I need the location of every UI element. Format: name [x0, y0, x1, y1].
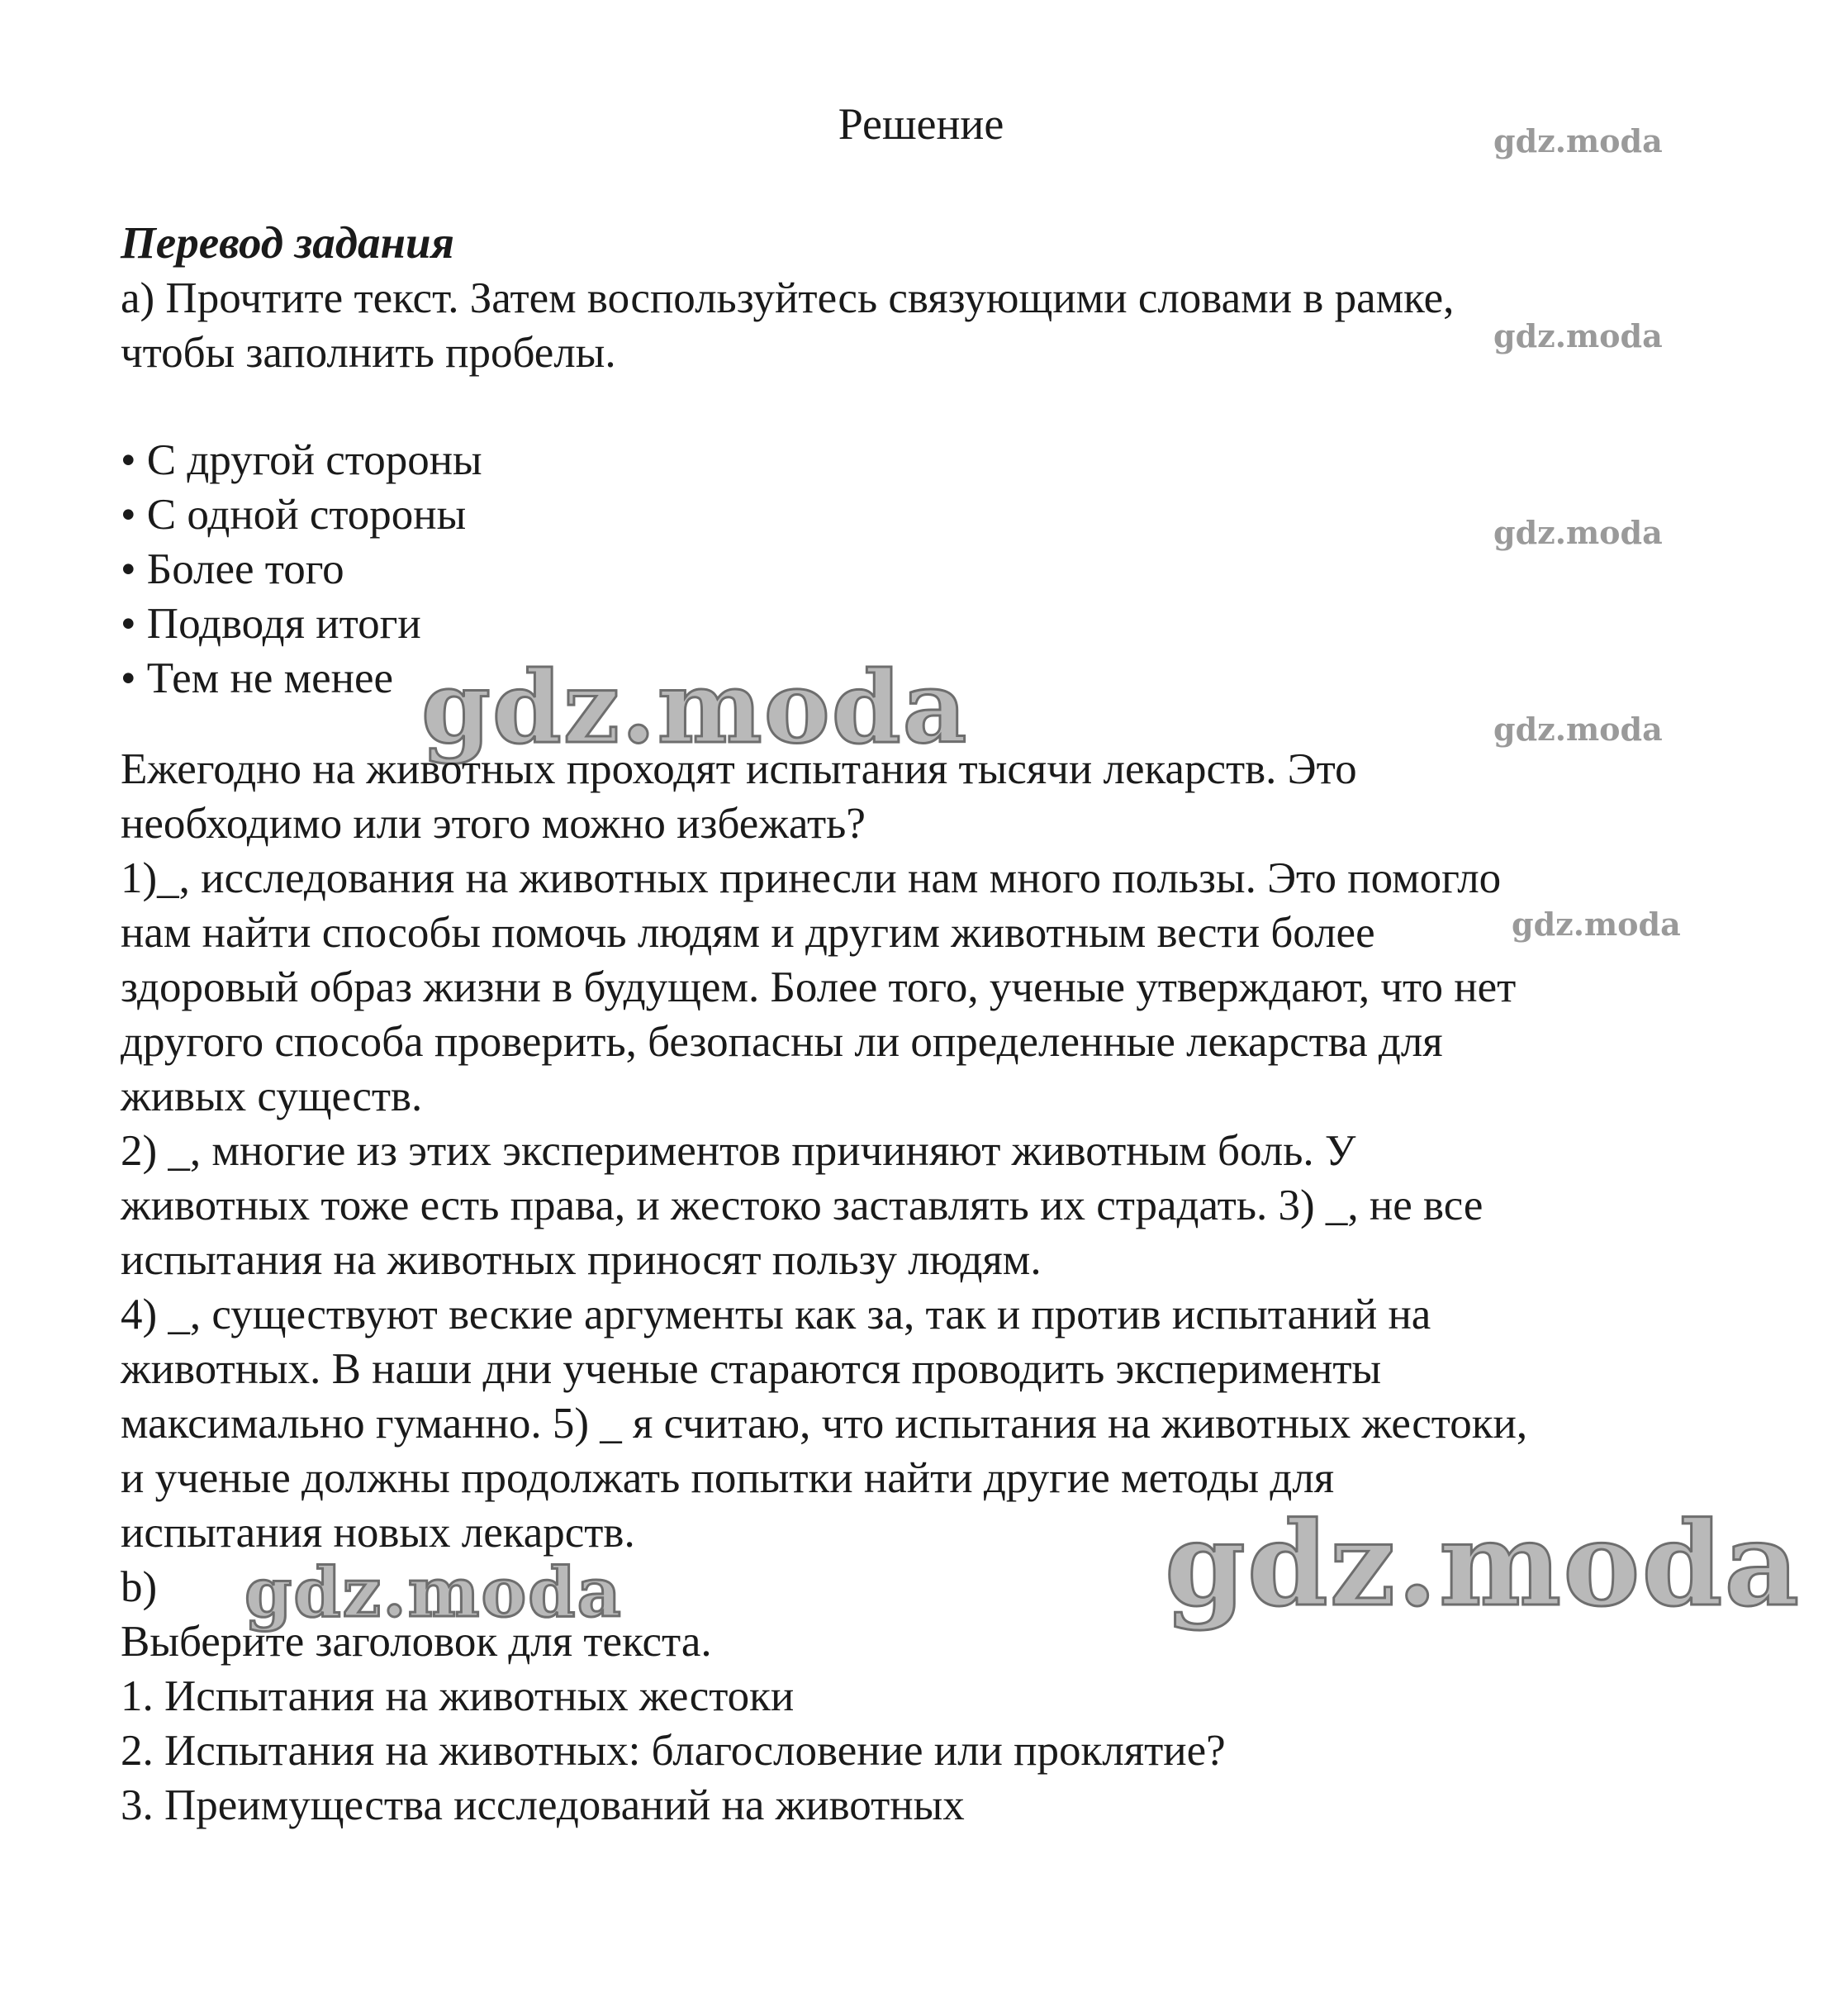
title-option: 2. Испытания на животных: благословение или проклятие? [121, 1727, 1226, 1775]
part-b-instruction: Выберите заголовок для текста. [121, 1618, 712, 1666]
watermark-large: gdz.moda [244, 1553, 623, 1633]
instruction-line: чтобы заполнить пробелы. [121, 329, 616, 377]
list-item: • Более того [121, 545, 344, 593]
list-item: • С другой стороны [121, 436, 482, 484]
text-line: необходимо или этого можно избежать? [121, 800, 866, 848]
text-line: 4) _, существуют веские аргументы как за, так и против испытаний на [121, 1291, 1431, 1338]
text-line: живых существ. [121, 1072, 423, 1120]
part-b-label: b) [121, 1563, 158, 1611]
text-line: 1)_, исследования на животных принесли нам много пользы. Это помогло [121, 854, 1502, 902]
text-line: максимально гуманно. 5) _ я считаю, что испытания на животных жестоки, [121, 1400, 1528, 1448]
list-item: • С одной стороны [121, 491, 467, 539]
text-line: животных. В наши дни ученые стараются проводить эксперименты [121, 1345, 1382, 1393]
text-line: 2) _, многие из этих экспериментов причиняют животным боль. У [121, 1127, 1356, 1175]
watermark-small: gdz.moda [1493, 122, 1663, 159]
watermark-small: gdz.moda [1493, 514, 1663, 551]
section-heading: Перевод задания [121, 217, 454, 268]
list-item: • Тем не менее [121, 654, 394, 702]
text-line: здоровый образ жизни в будущем. Более того, ученые утверждают, что нет [121, 963, 1517, 1011]
page-title: Решение [838, 99, 1004, 149]
text-line: и ученые должны продолжать попытки найти другие методы для [121, 1454, 1335, 1502]
instruction-line: a) Прочтите текст. Затем воспользуйтесь связующими словами в рамке, [121, 274, 1455, 322]
title-option: 1. Испытания на животных жестоки [121, 1672, 795, 1720]
watermark-small: gdz.moda [1512, 906, 1681, 943]
text-line: испытания на животных приносят пользу людям. [121, 1236, 1042, 1284]
text-line: испытания новых лекарств. [121, 1509, 635, 1557]
text-line: Ежегодно на животных проходят испытания тысячи лекарств. Это [121, 745, 1357, 793]
watermark-small: gdz.moda [1493, 711, 1663, 748]
watermark-large: gdz.moda [421, 649, 969, 766]
list-item: • Подводя итоги [121, 600, 421, 648]
title-option: 3. Преимущества исследований на животных [121, 1781, 965, 1829]
text-line: нам найти способы помочь людям и другим животным вести более [121, 909, 1375, 957]
watermark-large: gdz.moda [1165, 1497, 1802, 1633]
watermark-small: gdz.moda [1493, 317, 1663, 354]
text-line: животных тоже есть права, и жестоко заставлять их страдать. 3) _, не все [121, 1182, 1484, 1229]
text-line: другого способа проверить, безопасны ли определенные лекарства для [121, 1018, 1443, 1066]
